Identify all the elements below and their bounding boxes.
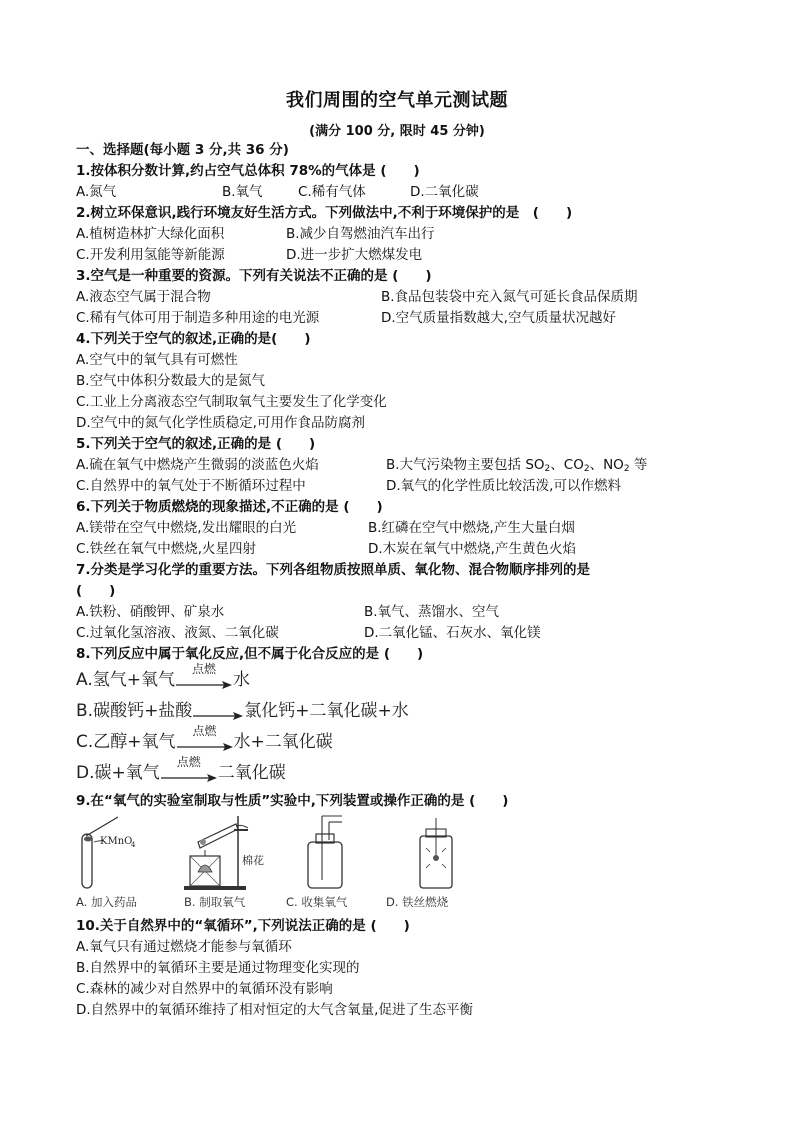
q8-option-c: [76, 724, 726, 758]
q2-option-d: D.进一步扩大燃煤发电: [286, 247, 423, 263]
q3-option-a: A.液态空气属于混合物: [76, 289, 211, 305]
q8-b-reactants: B.碳酸钙+盐酸: [76, 701, 193, 721]
q5-option-d: D.氧气的化学性质比较活泼,可以作燃料: [386, 478, 621, 494]
iron-wire-combustion-figure: [412, 812, 482, 892]
q9-caption-d: D. 铁丝燃烧: [386, 895, 449, 909]
q5-b-sub-2: 2: [583, 464, 590, 474]
question-7-stem-cont: ( ): [76, 583, 116, 599]
question-9-stem: 9.在“氧气的实验室制取与性质”实验中,下列装置或操作正确的是 ( ): [76, 793, 509, 809]
kmno4-subscript: 4: [131, 841, 136, 849]
q8-d-arrow: [161, 755, 217, 789]
question-8-stem: 8.下列反应中属于氧化反应,但不属于化合反应的是 ( ): [76, 646, 424, 662]
page-subtitle: (满分 100 分, 限时 45 分钟): [309, 124, 485, 139]
q2-option-a: A.植树造林扩大绿化面积: [76, 226, 225, 242]
q7-option-b: B.氧气、蒸馏水、空气: [364, 604, 500, 620]
q3-option-d: D.空气质量指数越大,空气质量状况越好: [381, 310, 616, 326]
question-3-options-row2: [76, 308, 726, 329]
q4-option-c: C.工业上分离液态空气制取氧气主要发生了化学变化: [76, 394, 387, 410]
q10-option-d: D.自然界中的氧循环维持了相对恒定的大气含氧量,促进了生态平衡: [76, 1002, 473, 1018]
gas-bottle-figure: [298, 812, 368, 892]
q3-option-b: B.食品包装袋中充入氮气可延长食品保质期: [381, 289, 638, 305]
q6-option-a: A.镁带在空气中燃烧,发出耀眼的白光: [76, 520, 297, 536]
page-title: 我们周围的空气单元测试题: [286, 90, 508, 111]
q6-option-b: B.红磷在空气中燃烧,产生大量白烟: [368, 520, 575, 536]
q5-b-sub-3: 2: [623, 464, 630, 474]
question-4-stem: 4.下列关于空气的叙述,正确的是( ): [76, 331, 311, 347]
q5-option-c: C.自然界中的氧气处于不断循环过程中: [76, 478, 306, 494]
q4-option-a: A.空气中的氧气具有可燃性: [76, 352, 238, 368]
question-5-options-row1: [76, 455, 726, 476]
q10-option-a: A.氧气只有通过燃烧才能参与氧循环: [76, 939, 292, 955]
q8-d-condition: 点燃: [176, 755, 201, 769]
q4-option-b: B.空气中体积分数最大的是氮气: [76, 373, 266, 389]
question-7-options-row1: [76, 602, 726, 623]
reaction-arrow-icon: [161, 772, 217, 784]
section-heading: 一、选择题(每小题 3 分,共 36 分): [76, 142, 289, 158]
q3-option-c: C.稀有气体可用于制造多种用途的电光源: [76, 310, 320, 326]
q6-option-c: C.铁丝在氧气中燃烧,火星四射: [76, 541, 257, 557]
question-2-options-row2: [76, 245, 726, 266]
q9-caption-b: B. 制取氧气: [184, 895, 246, 909]
q1-option-d: D.二氧化碳: [410, 184, 479, 200]
question-6-options-row1: [76, 518, 726, 539]
q7-option-a: A.铁粉、硝酸钾、矿泉水: [76, 604, 225, 620]
q8-c-condition: 点燃: [192, 724, 217, 738]
q8-b-products: 氯化钙+二氧化碳+水: [244, 701, 409, 721]
q8-d-reactants: D.碳+氧气: [76, 763, 160, 783]
q1-option-c: C.稀有气体: [298, 184, 366, 200]
q8-c-products: 水+二氧化碳: [233, 732, 333, 752]
q6-option-d: D.木炭在氧气中燃烧,产生黄色火焰: [368, 541, 576, 557]
reaction-arrow-icon: [193, 710, 243, 722]
q8-option-d: [76, 755, 726, 789]
q8-b-arrow: [193, 696, 243, 727]
question-3-options-row1: [76, 287, 726, 308]
q8-option-a: [76, 662, 726, 696]
heating-apparatus-figure: [178, 812, 288, 892]
question-1-options: [76, 182, 726, 203]
q7-option-c: C.过氧化氢溶液、液氮、二氧化碳: [76, 625, 279, 641]
question-2-options-row1: [76, 224, 726, 245]
question-10-stem: 10.关于自然界中的“氧循环”,下列说法正确的是 ( ): [76, 918, 410, 934]
q10-option-c: C.森林的减少对自然界中的氧循环没有影响: [76, 981, 333, 997]
q10-option-b: B.自然界中的氧循环主要是通过物理变化实现的: [76, 960, 360, 976]
q8-c-reactants: C.乙醇+氧气: [76, 732, 176, 752]
question-1-stem: 1.按体积分数计算,约占空气总体积 78%的气体是 ( ): [76, 163, 420, 179]
question-7-options-row2: [76, 623, 726, 644]
reaction-arrow-icon: [177, 741, 233, 753]
q4-option-d: D.空气中的氮气化学性质稳定,可用作食品防腐剂: [76, 415, 365, 431]
test-tube-spatula-figure: [76, 812, 186, 892]
q9-caption-a: A. 加入药品: [76, 895, 137, 909]
question-2-stem: 2.树立环保意识,践行环境友好生活方式。下列做法中,不利于环境保护的是 ( ): [76, 205, 573, 221]
question-3-stem: 3.空气是一种重要的资源。下列有关说法不正确的是 ( ): [76, 268, 432, 284]
q8-a-condition: 点燃: [191, 662, 216, 676]
q8-c-arrow: [177, 724, 233, 758]
q8-a-arrow: [176, 662, 232, 696]
question-5-options-row2: [76, 476, 726, 497]
q9-figures: [76, 812, 726, 916]
q2-option-c: C.开发利用氢能等新能源: [76, 247, 225, 263]
q5-b-text-1: B.大气污染物主要包括 SO: [386, 457, 545, 473]
cotton-label: 棉花: [242, 854, 264, 867]
question-5-stem: 5.下列关于空气的叙述,正确的是 ( ): [76, 436, 316, 452]
question-6-stem: 6.下列关于物质燃烧的现象描述,不正确的是 ( ): [76, 499, 383, 515]
q9-caption-c: C. 收集氧气: [286, 895, 348, 909]
question-7-stem: 7.分类是学习化学的重要方法。下列各组物质按照单质、氧化物、混合物顺序排列的是: [76, 562, 591, 578]
q1-option-a: A.氮气: [76, 184, 117, 200]
q8-a-reactants: A.氢气+氧气: [76, 670, 175, 690]
kmno4-label: KMnO: [100, 836, 133, 847]
q2-option-b: B.减少自驾燃油汽车出行: [286, 226, 435, 242]
question-6-options-row2: [76, 539, 726, 560]
q1-option-b: B.氧气: [222, 184, 263, 200]
q7-option-d: D.二氧化锰、石灰水、氧化镁: [364, 625, 541, 641]
q5-option-b: [386, 455, 647, 476]
q5-b-text-2: 、CO: [550, 457, 584, 473]
q8-a-products: 水: [232, 670, 250, 690]
reaction-arrow-icon: [176, 679, 232, 691]
q8-option-b: [76, 696, 726, 727]
q5-b-sub-1: 2: [544, 464, 551, 474]
q5-b-text-3: 、NO: [589, 457, 624, 473]
q5-option-a: A.硫在氧气中燃烧产生微弱的淡蓝色火焰: [76, 457, 319, 473]
question-body: [76, 140, 726, 1021]
q8-d-products: 二氧化碳: [217, 763, 286, 783]
q5-b-text-4: 等: [629, 457, 648, 473]
